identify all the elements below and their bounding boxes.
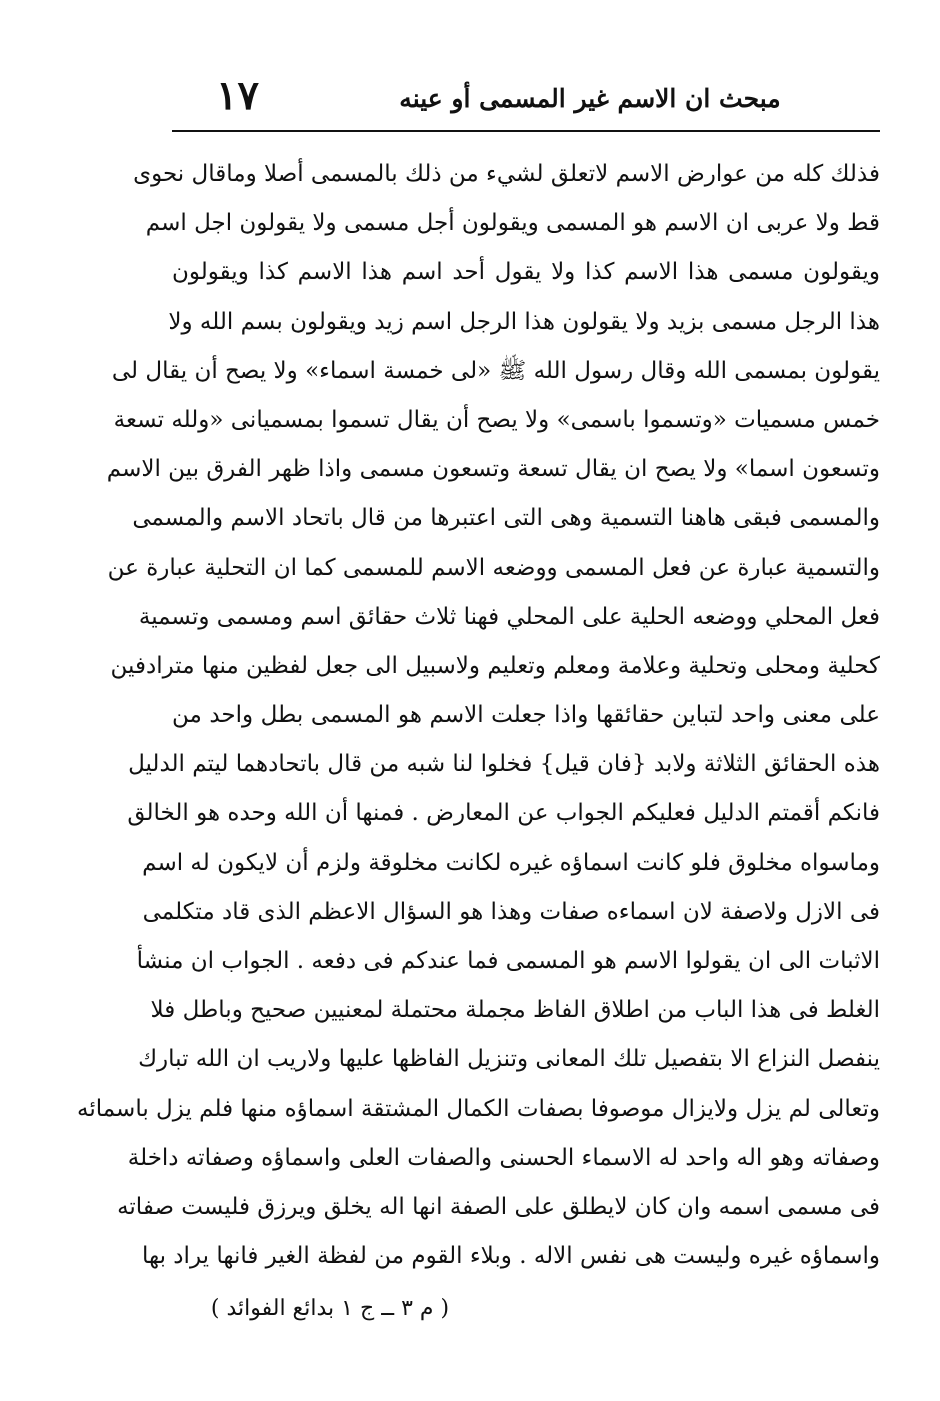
text-line: كحلية ومحلى وتحلية وعلامة ومعلم وتعليم ولاسبيل الى جعل لفظين منها مترادفين [110, 652, 880, 679]
text-line: فعل المحلي ووضعه الحلية على المحلي فهنا ثلاث حقائق اسم ومسمى وتسمية [138, 603, 880, 630]
text-line: وصفاته وهو اله واحد له الاسماء الحسنى والصفات العلى واسماؤه وصفاته داخلة [127, 1144, 880, 1171]
page-number: ١٧ [216, 72, 259, 119]
text-line: هذا الرجل مسمى بزيد ولا يقولون هذا الرجل اسم زيد ويقولون بسم الله ولا [168, 308, 880, 335]
text-line: فانكم أقمتم الدليل فعليكم الجواب عن المعارض . فمنها أن الله وحده هو الخالق [127, 800, 880, 827]
text-line: وماسواه مخلوق فلو كانت اسماؤه غيره لكانت مخلوقة ولزم أن لايكون له اسم [142, 849, 880, 876]
text-line: واسماؤه غيره وليست هى نفس الاله . وبلاء القوم من لفظة الغير فانها يراد بها [141, 1243, 880, 1270]
text-line: ويقولون مسمى هذا الاسم كذا ولا يقول أحد اسم هذا الاسم كذا ويقولون [172, 259, 880, 286]
text-line: هذه الحقائق الثلاثة ولابد {فان قيل} فخلوا لنا شبه من قال باتحادهما ليتم الدليل [128, 751, 880, 778]
text-line: والمسمى فبقى هاهنا التسمية وهى التى اعتبرها من قال باتحاد الاسم والمسمى [132, 505, 880, 532]
text-line: قط ولا عربى ان الاسم هو المسمى ويقولون أجل مسمى ولا يقولون اجل اسم [145, 210, 880, 237]
text-line: وتعالى لم يزل ولايزال موصوفا بصفات الكمال المشتقة اسماؤه منها فلم يزل باسمائه [77, 1095, 880, 1122]
text-line: وتسعون اسما» ولا يصح ان يقال تسعة وتسعون مسمى واذا ظهر الفرق بين الاسم [106, 456, 880, 483]
text-line: الاثبات الى ان يقولوا الاسم هو المسمى فما عندكم فى دفعه . الجواب ان منشأ [136, 948, 880, 974]
text-line: الغلط فى هذا الباب من اطلاق الفاظ مجملة محتملة لمعنيين صحيح وباطل فلا [150, 997, 880, 1024]
signature-mark: ( م ٣ ــ ج ١ بدائع الفوائد ) [210, 1296, 450, 1321]
header-rule [172, 130, 880, 132]
text-line: خمس مسميات «وتسموا باسمى» ولا يصح أن يقال تسموا بمسميانى «ولله تسعة [113, 406, 880, 433]
text-line: فى الازل ولاصفة لان اسماءه صفات وهذا هو السؤال الاعظم الذى قاد متكلمى [142, 898, 880, 925]
page-header [170, 70, 880, 128]
text-line: على معنى واحد لتباين حقائقها واذا جعلت الاسم هو المسمى بطل واحد من [172, 702, 880, 729]
text-line: فى مسمى اسمه وان كان لايطلق على الصفة انها اله يخلق ويرزق فليست صفاته [117, 1193, 880, 1220]
text-line: ينفصل النزاع الا بتفصيل تلك المعانى وتنزيل الفاظها عليها ولاريب ان الله تبارك [138, 1046, 880, 1073]
text-line: والتسمية عبارة عن فعل المسمى ووضعه الاسم للمسمى كما ان التحلية عبارة عن [107, 554, 880, 581]
running-title: مبحث ان الاسم غير المسمى أو عينه [399, 84, 781, 113]
text-line: فذلك كله من عوارض الاسم لاتعلق لشيء من ذلك بالمسمى أصلا وماقال نحوى [133, 161, 880, 187]
text-line: يقولون بمسمى الله وقال رسول الله ﷺ «لى خمسة اسماء» ولا يصح أن يقال لى [111, 357, 880, 384]
body-text [77, 150, 880, 1281]
